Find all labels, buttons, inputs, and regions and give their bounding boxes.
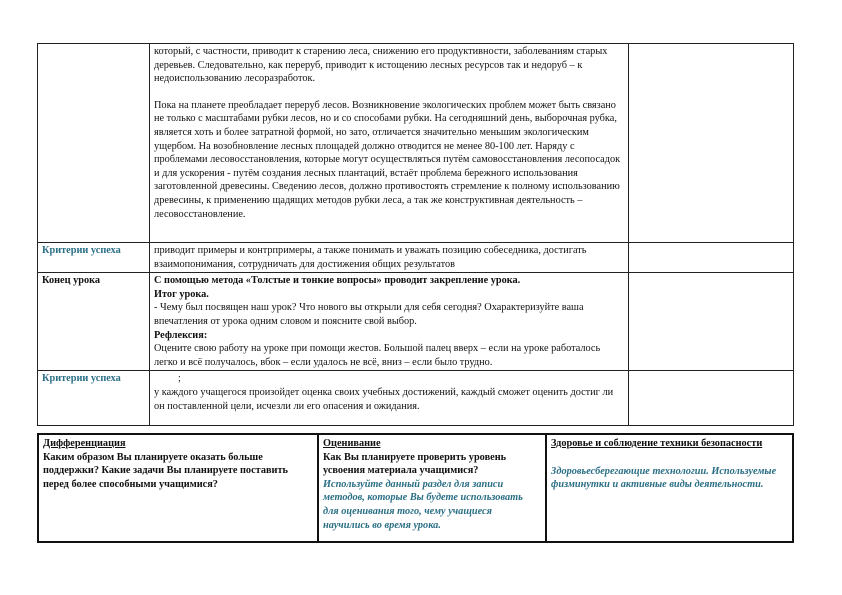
success-criteria-label-2: Критерии успеха	[42, 373, 121, 385]
table-row	[38, 371, 794, 426]
row4-label-cell	[38, 371, 150, 426]
row3-line1: С помощью метода «Толстые и тонкие вопросы» проводит закрепление урока.	[154, 275, 521, 287]
row3-line5: Оцените свою работу на уроке при помощи жестов. Большой палец вверх – если на уроке работалось легко и всё получалось, вбок – если удалось не всё, вниз – если было трудно.	[154, 343, 601, 368]
row1-content-cell	[150, 44, 629, 243]
table-row	[38, 273, 794, 371]
row2-content-cell	[150, 243, 629, 273]
row4-line2: у каждого учащегося произойдет оценка своих учебных достижений, каждый сможет оценить достиг ли он поставленной цели, исчезли ли его опасения и ожидания.	[154, 386, 614, 412]
row3-line4: Рефлексия:	[154, 329, 208, 341]
table-row	[38, 434, 793, 542]
row2-label-cell	[38, 243, 150, 273]
differentiation-text: Каким образом Вы планируете оказать больше поддержки? Какие задачи Вы планируете поставить перед более способными учащимися?	[43, 451, 288, 490]
health-safety-hint: Здоровьесберегающие технологии. Используемые физминутки и активные виды деятельности.	[551, 465, 777, 491]
row1-label-cell	[38, 44, 150, 243]
row2-text: приводит примеры и контрпримеры, а также понимать и уважать позицию собеседника, достигать взаимопонимания, сотрудничать для достижения общих результатов	[154, 245, 587, 270]
row3-line2: Итог урока.	[154, 288, 209, 300]
row1-paragraph2: Пока на планете преобладает переруб лесов. Возникновение экологических проблем может быть связано не только с масштабами рубки лесов, но и со способами рубки. На сегодняшний день, выборочная рубка, является хоть и более затратной формой, но зато, отличается значительно меньшим экологическим ущербом. На возобновление лесных площадей должно отводится не менее 80-100 лет. Наряду с проблемами лесовосстановления, которые могут осуществляться путём самовосстановления лесопосадок и для ускорения - путём создания лесных плантаций, встаёт проблема бережного использования заготовленной древесины. Сведению лесов, должно противостоять стремление к полному использованию древесины, к применению щадящих методов рубки леса, а так же конструктивная деятельность – лесовосстановление.	[154, 99, 621, 220]
differentiation-heading: Дифференциация	[43, 438, 126, 449]
row3-line3: - Чему был посвящен наш урок? Что нового вы открыли для себя сегодня? Охарактеризуйте ваша впечатления от урока одним словом и поясните свой выбор.	[154, 302, 584, 327]
row3-right-cell	[629, 273, 794, 371]
assessment-cell	[318, 434, 546, 542]
assessment-text: Как Вы планируете проверить уровень усвоения материала учащимися?	[323, 451, 507, 477]
table-row	[38, 44, 794, 243]
row3-content-cell	[150, 273, 629, 371]
paragraph-gap	[154, 86, 624, 99]
row4-line1: ;	[178, 373, 181, 385]
table-row	[38, 243, 794, 273]
row4-right-cell	[629, 371, 794, 426]
assessment-heading: Оценивание	[323, 438, 381, 449]
health-safety-cell	[546, 434, 793, 542]
bottom-section-table	[37, 433, 794, 543]
row2-right-cell	[629, 243, 794, 273]
row4-content-cell	[150, 371, 629, 426]
row3-label-cell	[38, 273, 150, 371]
success-criteria-label: Критерии успеха	[42, 245, 121, 256]
lesson-end-label: Конец урока	[42, 275, 101, 287]
row1-paragraph1: который, с частности, приводит к старению леса, снижению его продуктивности, заболеваниям старых деревьев. Следовательно, как переруб, приводит к истощению лесных ресурсов так и недоруб – к недоиспользованию лесоразработок.	[154, 46, 608, 85]
assessment-hint: Используйте данный раздел для записи методов, которые Вы будете использовать для оценивания того, чему учащиеся научились во время урока.	[323, 478, 523, 531]
health-safety-heading: Здоровье и соблюдение техники безопасности	[551, 438, 763, 449]
spacer	[551, 451, 788, 465]
row1-right-cell	[629, 44, 794, 243]
differentiation-cell	[38, 434, 318, 542]
lesson-plan-table	[37, 43, 794, 426]
